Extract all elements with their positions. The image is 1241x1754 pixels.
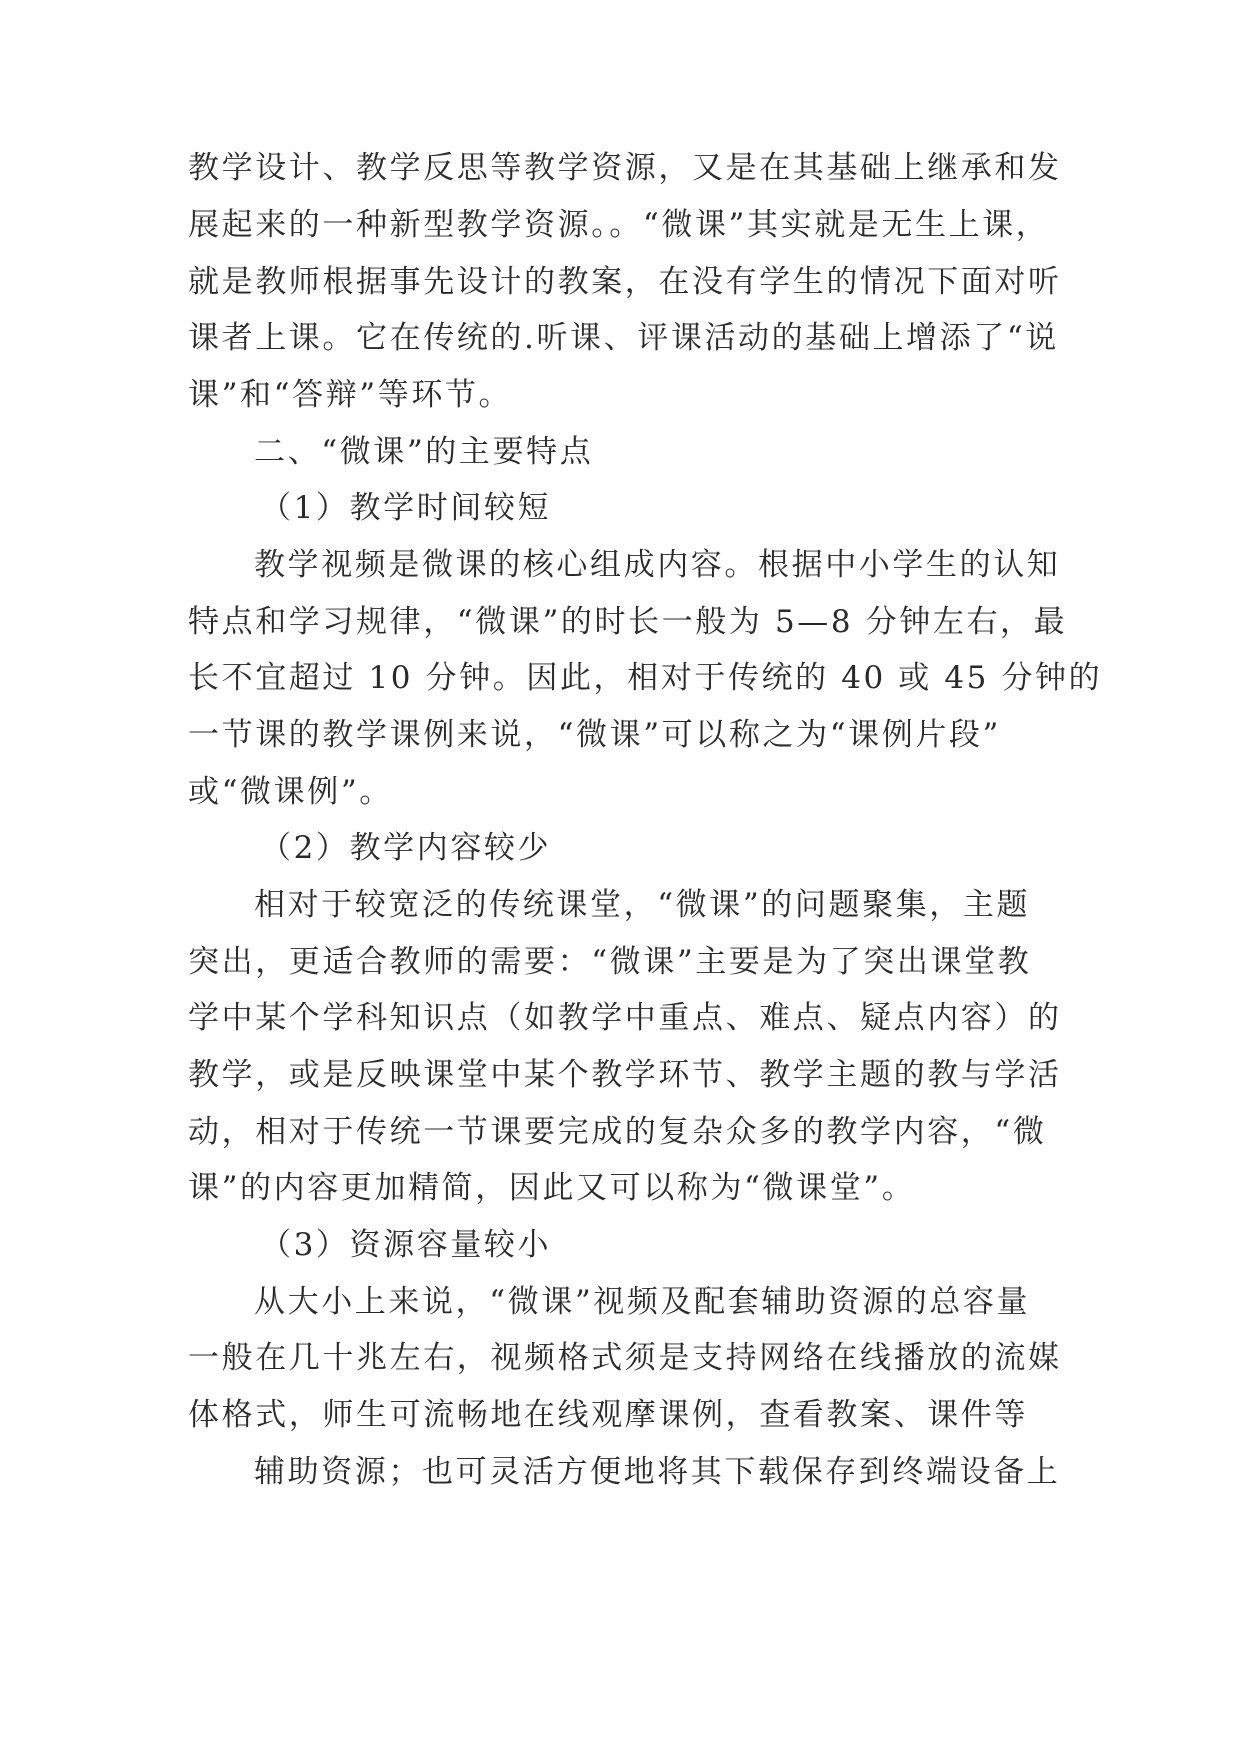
section-heading: 二、“微课”的主要特点 bbox=[254, 434, 594, 470]
paragraph-first-line: 教学视频是微课的核心组成内容。根据中小学生的认知 bbox=[254, 547, 1061, 583]
text-line: 体格式，师生可流畅地在线观摩课例，查看教案、课件等 bbox=[188, 1397, 1028, 1433]
paragraph-first-line: 相对于较宽泛的传统课堂，“微课”的问题聚集，主题 bbox=[254, 887, 1031, 923]
text-line: 动，相对于传统一节课要完成的复杂众多的教学内容，“微 bbox=[188, 1114, 1047, 1150]
text-line: 突出，更适合教师的需要：“微课”主要是为了突出课堂教 bbox=[188, 944, 1032, 980]
text-line: 展起来的一种新型教学资源。。“微课”其实就是无生上课， bbox=[188, 207, 1050, 243]
text-line: 课者上课。它在传统的.听课、评课活动的基础上增添了“说 bbox=[188, 320, 1059, 356]
subsection-heading: （1）教学时间较短 bbox=[260, 490, 552, 526]
text-line: 教学，或是反映课堂中某个教学环节、教学主题的教与学活 bbox=[188, 1057, 1062, 1093]
text-line: 就是教师根据事先设计的教案，在没有学生的情况下面对听 bbox=[188, 264, 1062, 300]
text-line: 特点和学习规律，“微课”的时长一般为 5—8 分钟左右，最 bbox=[188, 604, 1068, 640]
text-line: 一般在几十兆左右，视频格式须是支持网络在线播放的流媒 bbox=[188, 1340, 1062, 1376]
text-line: 一节课的教学课例来说，“微课”可以称之为“课例片段” bbox=[188, 717, 1001, 753]
text-line: 长不宜超过 10 分钟。因此，相对于传统的 40 或 45 分钟的 bbox=[188, 660, 1103, 696]
paragraph-first-line: 从大小上来说，“微课”视频及配套辅助资源的总容量 bbox=[254, 1284, 1031, 1320]
text-line: 课”的内容更加精简，因此又可以称为“微课堂”。 bbox=[188, 1170, 916, 1206]
text-line: 课”和“答辩”等环节。 bbox=[188, 377, 513, 413]
paragraph-first-line: 辅助资源；也可灵活方便地将其下载保存到终端设备上 bbox=[254, 1454, 1061, 1490]
subsection-heading: （2）教学内容较少 bbox=[260, 830, 552, 866]
text-line: 或“微课例”。 bbox=[188, 774, 393, 810]
text-line: 学中某个学科知识点（如教学中重点、难点、疑点内容）的 bbox=[188, 1000, 1062, 1036]
subsection-heading: （3）资源容量较小 bbox=[260, 1227, 552, 1263]
text-line: 教学设计、教学反思等教学资源，又是在其基础上继承和发 bbox=[188, 150, 1062, 186]
